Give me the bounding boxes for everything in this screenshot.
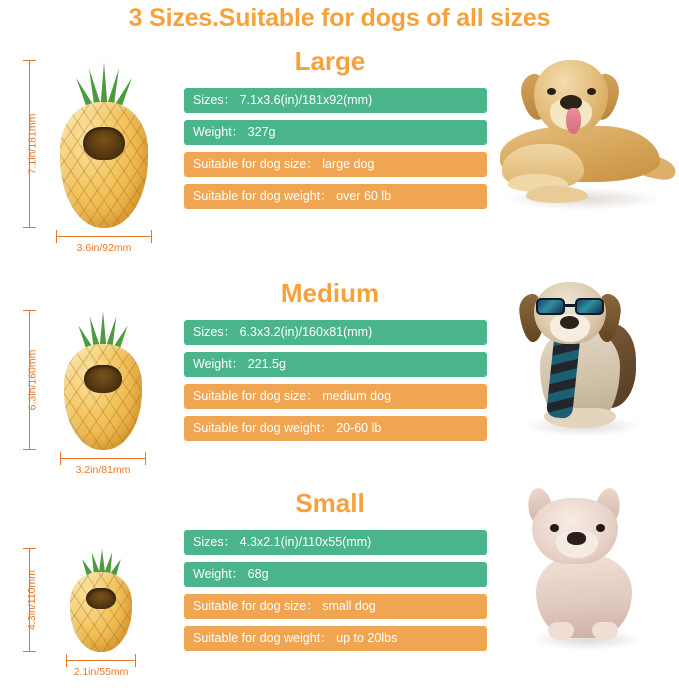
spec-value: 327g <box>247 125 276 139</box>
spec-row-dog-weight-small <box>184 626 487 651</box>
spec-row-dog-size-small <box>184 594 487 619</box>
spec-row-dog-weight-large <box>184 184 487 209</box>
spec-row-weight-medium <box>184 352 487 377</box>
spec-row-weight-large <box>184 120 487 145</box>
spec-label: Suitable for dog size： <box>193 157 319 171</box>
dog-tongue <box>566 108 581 134</box>
toy-body-medium <box>64 344 142 450</box>
spec-value: 221.5g <box>247 357 286 371</box>
height-ruler-small <box>12 548 38 652</box>
spec-value: large dog <box>322 157 375 171</box>
toy-body-large <box>60 102 148 228</box>
spec-rows-small <box>184 530 487 658</box>
dog-photo-golden-retriever <box>492 48 677 264</box>
sunglass-lens-left <box>536 298 565 315</box>
spec-label: Suitable for dog weight： <box>193 421 333 435</box>
spec-row-dog-weight-medium <box>184 416 487 441</box>
spec-value: 20-60 lb <box>336 421 382 435</box>
width-label-large: 3.6in/92mm <box>76 242 132 254</box>
sunglasses-icon <box>536 298 604 315</box>
ruler-cap-top <box>23 310 36 311</box>
dog-eye-left <box>547 88 556 95</box>
height-label-medium: 6.3in/160mm <box>26 349 39 411</box>
spec-label: Suitable for dog size： <box>193 599 319 613</box>
dog-photo-french-bulldog <box>492 480 677 695</box>
spec-value: 4.3x2.1(in)/110x55(mm) <box>239 535 372 549</box>
ruler-line-horizontal <box>66 660 136 661</box>
spec-label: Suitable for dog size： <box>193 389 319 403</box>
height-label-small: 4.3in/110mm <box>25 570 38 630</box>
spec-label: Weight： <box>193 567 245 581</box>
spec-rows-large <box>184 88 487 216</box>
ruler-cap-bottom <box>23 651 36 652</box>
toy-body-small <box>70 572 132 652</box>
dog-eye-left <box>550 524 559 532</box>
spec-value: 68g <box>247 567 269 581</box>
size-block-medium <box>0 272 679 482</box>
spec-label: Sizes： <box>193 325 237 339</box>
spec-column-small <box>170 480 490 695</box>
toy-hole-medium <box>84 365 121 393</box>
toy-area-large <box>8 48 163 264</box>
spec-label: Weight： <box>193 357 245 371</box>
ruler-line-horizontal <box>56 236 152 237</box>
spec-value: over 60 lb <box>336 189 392 203</box>
spec-row-dog-size-large <box>184 152 487 177</box>
dog-nose <box>560 316 579 329</box>
spec-label: Suitable for dog weight： <box>193 631 333 645</box>
spec-label: Weight： <box>193 125 245 139</box>
toy-hole-large <box>83 127 125 160</box>
size-block-large <box>0 48 679 264</box>
ruler-line-horizontal <box>60 458 146 459</box>
spec-row-sizes-medium <box>184 320 487 345</box>
size-title-medium: Medium <box>280 278 380 308</box>
height-ruler-medium <box>12 310 38 450</box>
spec-row-sizes-small <box>184 530 487 555</box>
spec-row-dog-size-medium <box>184 384 487 409</box>
spec-value: up to 20lbs <box>336 631 398 645</box>
toy-hole-small <box>86 588 116 609</box>
toy-area-small <box>8 480 163 695</box>
dog-paw-right <box>592 622 618 640</box>
toy-pineapple-medium <box>64 310 142 450</box>
toy-area-medium <box>8 272 163 482</box>
page-title: 3 Sizes.Suitable for dogs of all sizes <box>128 4 551 32</box>
size-block-small <box>0 480 679 695</box>
ruler-cap-top <box>23 548 36 549</box>
size-title-large: Large <box>294 46 366 76</box>
dog-nose <box>567 532 586 545</box>
spec-column-large <box>170 48 490 264</box>
spec-value: 6.3x3.2(in)/160x81(mm) <box>239 325 373 339</box>
height-ruler-large <box>12 60 38 228</box>
height-label-large: 7.1in/181mm <box>26 113 39 175</box>
spec-value: 7.1x3.6(in)/181x92(mm) <box>239 93 373 107</box>
dog-photo-beagle <box>492 272 677 482</box>
spec-rows-medium <box>184 320 487 448</box>
spec-value: medium dog <box>322 389 392 403</box>
dog-eye-right <box>587 88 596 95</box>
dog-eye-right <box>596 524 605 532</box>
dog-paw <box>526 186 588 203</box>
width-label-small: 2.1in/55mm <box>73 666 129 678</box>
spec-column-medium <box>170 272 490 482</box>
width-label-medium: 3.2in/81mm <box>75 464 131 476</box>
dog-paw-left <box>548 622 574 640</box>
toy-pineapple-large <box>60 60 148 228</box>
toy-pineapple-small <box>70 548 132 652</box>
spec-value: small dog <box>322 599 376 613</box>
spec-row-sizes-large <box>184 88 487 113</box>
size-title-small: Small <box>295 488 365 518</box>
ruler-cap-bottom <box>23 449 36 450</box>
spec-label: Suitable for dog weight： <box>193 189 333 203</box>
spec-label: Sizes： <box>193 93 237 107</box>
spec-row-weight-small <box>184 562 487 587</box>
ruler-cap-top <box>23 60 36 61</box>
sunglass-lens-right <box>575 298 604 315</box>
ruler-cap-bottom <box>23 227 36 228</box>
spec-label: Sizes： <box>193 535 237 549</box>
